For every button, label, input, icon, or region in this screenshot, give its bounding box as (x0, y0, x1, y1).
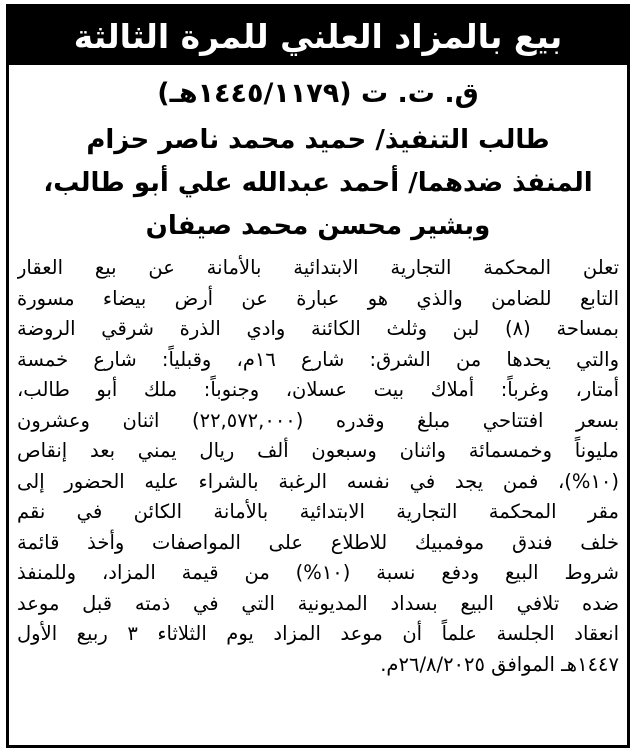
body-line-date: ١٤٤٧هـ الموافق ٢٦/٨/٢٠٢٥م. (380, 652, 619, 676)
defendant-second-line: وبشير محسن محمد صيفان (145, 211, 491, 241)
body-line: أمتار، وغرباً: أملاك بيت عسلان، وجنوباً: ملك أبو طالب، (17, 378, 619, 401)
auction-notice (6, 4, 630, 748)
body-line: بمساحة (٨) لبن وثلث الكائنة وادي الذرة شرقي الروضة (17, 317, 619, 340)
body-line: التابع للضامن والذي هو عبارة عن أرض بيضاء مسورة (17, 286, 619, 310)
body-line: شروط البيع ودفع نسبة (١٠%) من قيمة المزاد، وللمنفذ (17, 561, 619, 584)
notice-body (17, 253, 619, 680)
notice-headline: بيع بالمزاد العلني للمرة الثالثة (73, 16, 563, 56)
defendants-line: المنفذ ضدهما/ أحمد عبدالله علي أبو طالب، (43, 168, 593, 198)
body-line: مقر المحكمة التجارية الابتدائية بالأمانة الكائن في نقم (17, 500, 619, 523)
body-line: والتي يحدها من الشرق: شارع ١٦م، وقبلياً: شارع خمسة (17, 347, 619, 371)
parties-block (19, 119, 617, 248)
body-line: بسعر افتتاحي مبلغ وقدره (٢٢,٥٧٢,٠٠٠) اثنان وعشرون (17, 408, 619, 432)
body-line: خلف فندق موفمبيك للاطلاع على المواصفات وأخذ قائمة (17, 530, 619, 554)
body-line: تعلن المحكمة التجارية الابتدائية بالأمانة عن بيع العقار (17, 256, 619, 279)
body-line: مليوناً وخمسمائة واثنان وسبعون ألف ريال يمني بعد إنقاص (17, 439, 619, 462)
body-line: انعقاد الجلسة علماً أن موعد المزاد يوم الثلاثاء ٣ ربيع الأول (17, 622, 619, 645)
case-reference: ق. ت. ت (١٤٤٥/١١٧٩هـ) (157, 78, 479, 109)
claimant-line: طالب التنفيذ/ حميد محمد ناصر حزام (86, 125, 550, 155)
body-line: (١٠%)، فمن يجد في نفسه الرغبة بالشراء عليه الحضور إلى (17, 469, 619, 493)
headline-banner (9, 7, 627, 65)
body-line: ضده تلافي البيع بسداد المديونية التي في ذمته قبل موعد (17, 591, 619, 615)
